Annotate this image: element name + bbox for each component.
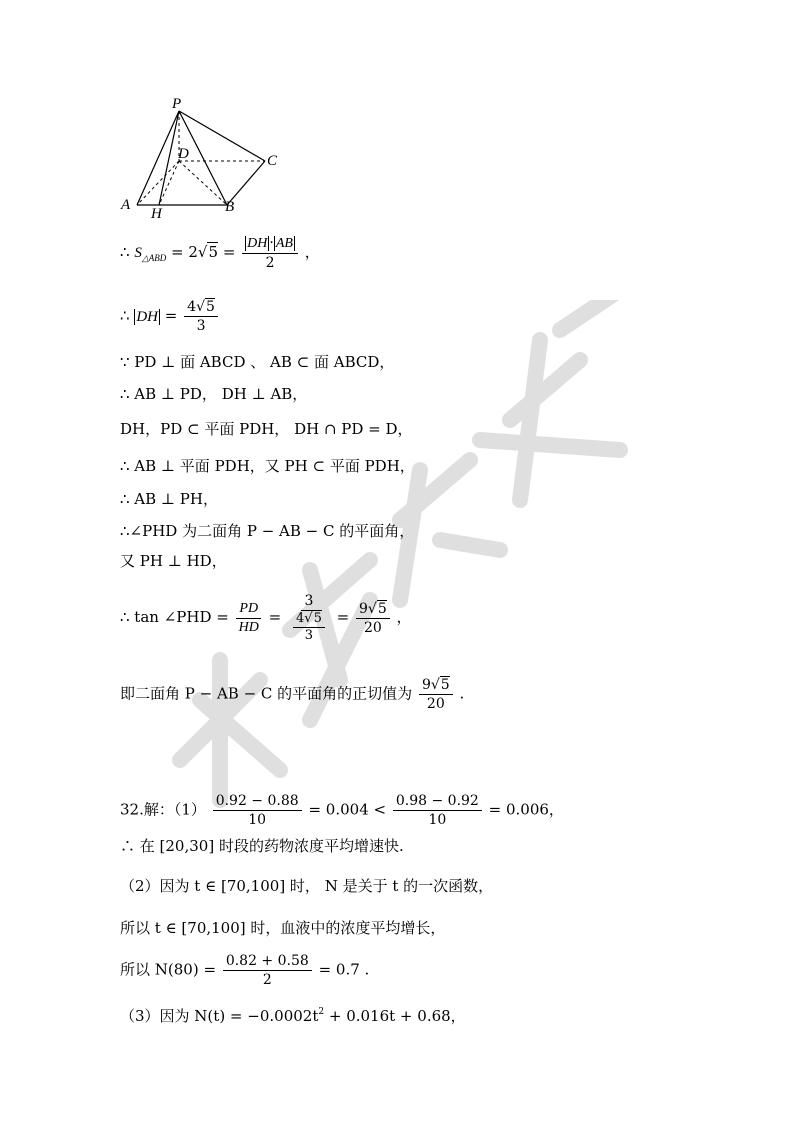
label-B: B (225, 199, 235, 215)
line-nt-function: （3）因为 $N(t) = -0.0002t^2 + 0.016t + 0.68$， (120, 1007, 466, 1025)
fraction-area: $\frac{DH \cdot AB}{2}$ (242, 234, 298, 272)
line-4: ∴ AB ⊥ PD， DH ⊥ AB， (120, 385, 308, 403)
line-8: ∴∠PHD 为二面角 P − AB − C 的平面角， (120, 522, 415, 540)
pyramid-figure (115, 95, 295, 220)
fraction-dh: $\frac{4√5}{3}$ (184, 298, 218, 335)
label-A: A (121, 197, 131, 213)
label-H: H (151, 206, 162, 220)
line-tan-equation: ∴ tan ∠PHD = $\frac{PD}{HD}$ = $\frac{3}{\frac{4√5}{3}}$ = $\frac{9√5}{20}$ ， (120, 593, 412, 643)
line-13: ∴ 在 [20,30] 时段的药物浓度平均增速快. (120, 837, 404, 855)
line-9: 又 PH ⊥ HD， (120, 552, 227, 570)
line-15: 所以 t ∈ [70,100] 时，血液中的浓度平均增长， (120, 919, 446, 937)
line-area-equation: ∴ $S_{\triangle ABD} = 2√5$ = $\frac{DH \cdot AB}{2}$ ， (120, 235, 320, 271)
line-q32-part1: 32.解：（1） $\frac{0.92 - 0.88}{10}$ = 0.004 < $\frac{0.98 - 0.92}{10}$ = 0.006， (120, 793, 564, 828)
label-P: P (172, 96, 182, 112)
line-n80: 所以 N(80) = $\frac{0.82 + 0.58}{2}$ = 0.7 . (120, 953, 370, 988)
line-3: ∵ PD ⊥ 面 ABCD 、 AB ⊂ 面 ABCD， (120, 353, 395, 371)
line-dh-length: ∴ DH = $\frac{4√5}{3}$ (120, 298, 220, 335)
line-conclusion-tan: 即二面角 P − AB − C 的平面角的正切值为 $\frac{9√5}{20}$ . (120, 677, 465, 712)
line-7: ∴ AB ⊥ PH， (120, 490, 218, 508)
label-D: D (178, 146, 189, 162)
line-14: （2）因为 t ∈ [70,100] 时， N 是关于 t 的一次函数， (120, 877, 494, 895)
line-6: ∴ AB ⊥ 平面 PDH，又 PH ⊂ 平面 PDH， (120, 457, 415, 475)
line-5: DH，PD ⊂ 平面 PDH， DH ∩ PD = D， (120, 420, 413, 438)
label-C: C (267, 153, 278, 169)
complex-fraction: $\frac{3}{\frac{4√5}{3}}$ (288, 592, 330, 644)
